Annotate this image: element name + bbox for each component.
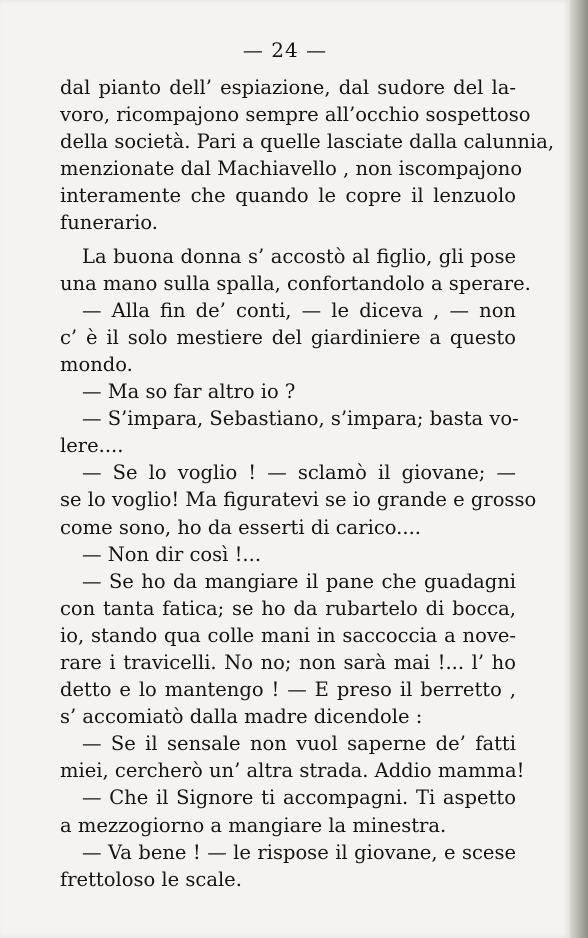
text-line: — Va bene ! — le rispose il giovane, e scese [82,840,516,864]
text-line: con tanta fatica; se ho da rubartelo di bocca, [60,596,516,620]
text-line: io, stando qua colle mani in saccoccia a nove- [60,623,516,647]
text-line: detto e lo mantengo ! — E preso il berretto , [60,678,516,702]
text-line: a mezzogiorno a mangiare la minestra. [60,813,447,837]
text-line: — Ma so far altro io ? [82,380,296,404]
body-text [60,74,555,893]
text-line: s’ accomiatò dalla madre dicendole : [60,705,423,729]
text-line: se lo voglio! Ma figuratevi se io grande e grosso [60,488,537,512]
text-line: miei, cercherò un’ altra strada. Addio mamma! [60,759,525,783]
text-line: frettoloso le scale. [60,867,242,891]
text-line: come sono, ho da esserti di carico.... [60,515,421,539]
text-line: una mano sulla spalla, confortandolo a sperare. [60,271,531,295]
text-line: menzionate dal Machiavello , non iscompajono [60,157,523,181]
text-line: rare i travicelli. No no; non sarà mai !... l’ ho [60,650,516,674]
text-line: — Se lo voglio ! — sclamò il giovane; — [82,461,516,485]
text-line: — Se il sensale non vuol saperne de’ fatti [82,732,516,756]
page-number: — 24 — [242,38,328,62]
text-line: — S’impara, Sebastiano, s’impara; basta vo- [82,407,519,431]
text-line: — Alla fin de’ conti, — le diceva , — non [82,298,516,322]
text-line: La buona donna s’ accostò al figlio, gli pose [82,244,516,268]
text-line: della società. Pari a quelle lasciate dalla calunnia, [60,130,555,154]
text-line: — Se ho da mangiare il pane che guadagni [82,569,516,593]
page-edge [570,0,588,938]
text-line: mondo. [60,352,133,376]
text-line: c’ è il solo mestiere del giardiniere a questo [60,325,516,349]
text-line: interamente che quando le copre il lenzuolo [60,184,516,208]
text-line: voro, ricompajono sempre all’occhio sospettoso [60,103,531,127]
text-line: lere.... [60,434,124,458]
text-line: funerario. [60,211,158,235]
text-line: — Che il Signore ti accompagni. Ti aspetto [82,786,516,810]
text-line: — Non dir così !... [82,542,262,566]
text-line: dal pianto dell’ espiazione, dal sudore del la- [60,76,516,99]
